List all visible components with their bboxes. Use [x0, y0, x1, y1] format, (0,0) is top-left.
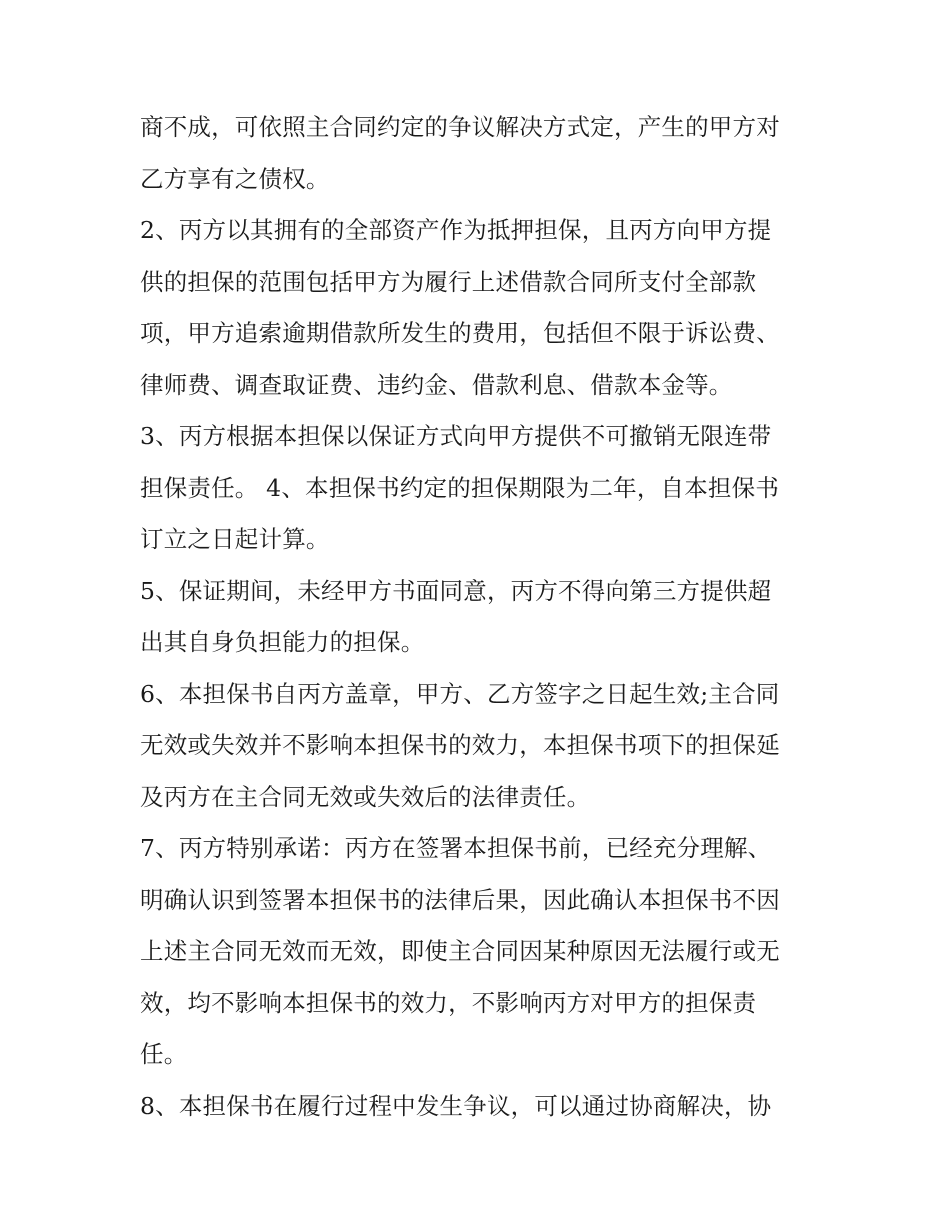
text-line: 6、本担保书自丙方盖章，甲方、乙方签字之日起生效;主合同	[140, 679, 780, 708]
text-line: 明确认识到签署本担保书的法律后果，因此确认本担保书不因	[140, 885, 780, 914]
text-line: 商不成，可依照主合同约定的争议解决方式定，产生的甲方对	[140, 113, 780, 141]
text-line: 及丙方在主合同无效或失效后的法律责任。	[140, 782, 591, 811]
text-line: 无效或失效并不影响本担保书的效力，本担保书项下的担保延	[140, 731, 780, 759]
text-line: 8、本担保书在履行过程中发生争议，可以通过协商解决，协	[140, 1091, 772, 1120]
text-line: 7、丙方特别承诺：丙方在签署本担保书前，已经充分理解、	[140, 834, 772, 862]
text-line: 供的担保的范围包括甲方为履行上述借款合同所支付全部款	[140, 267, 757, 296]
text-line: 5、保证期间，未经甲方书面同意，丙方不得向第三方提供超	[140, 576, 772, 605]
text-line: 出其自身负担能力的担保。	[140, 628, 425, 656]
text-line: 担保责任。 4、本担保书约定的担保期限为二年，自本担保书	[140, 473, 780, 502]
document-body	[140, 102, 820, 1132]
text-line: 乙方享有之债权。	[140, 164, 330, 193]
text-line: 效，均不影响本担保书的效力，不影响丙方对甲方的担保责	[140, 988, 757, 1017]
text-line: 订立之日起计算。	[140, 525, 330, 553]
text-line: 2、丙方以其拥有的全部资产作为抵押担保，且丙方向甲方提	[140, 216, 772, 244]
text-line: 任。	[140, 1040, 188, 1068]
text-line: 律师费、调查取证费、违约金、借款利息、借款本金等。	[140, 370, 733, 399]
text-line: 项，甲方追索逾期借款所发生的费用，包括但不限于诉讼费、	[140, 319, 780, 347]
text-line: 3、丙方根据本担保以保证方式向甲方提供不可撤销无限连带	[140, 422, 772, 450]
text-line: 上述主合同无效而无效，即使主合同因某种原因无法履行或无	[140, 937, 780, 965]
